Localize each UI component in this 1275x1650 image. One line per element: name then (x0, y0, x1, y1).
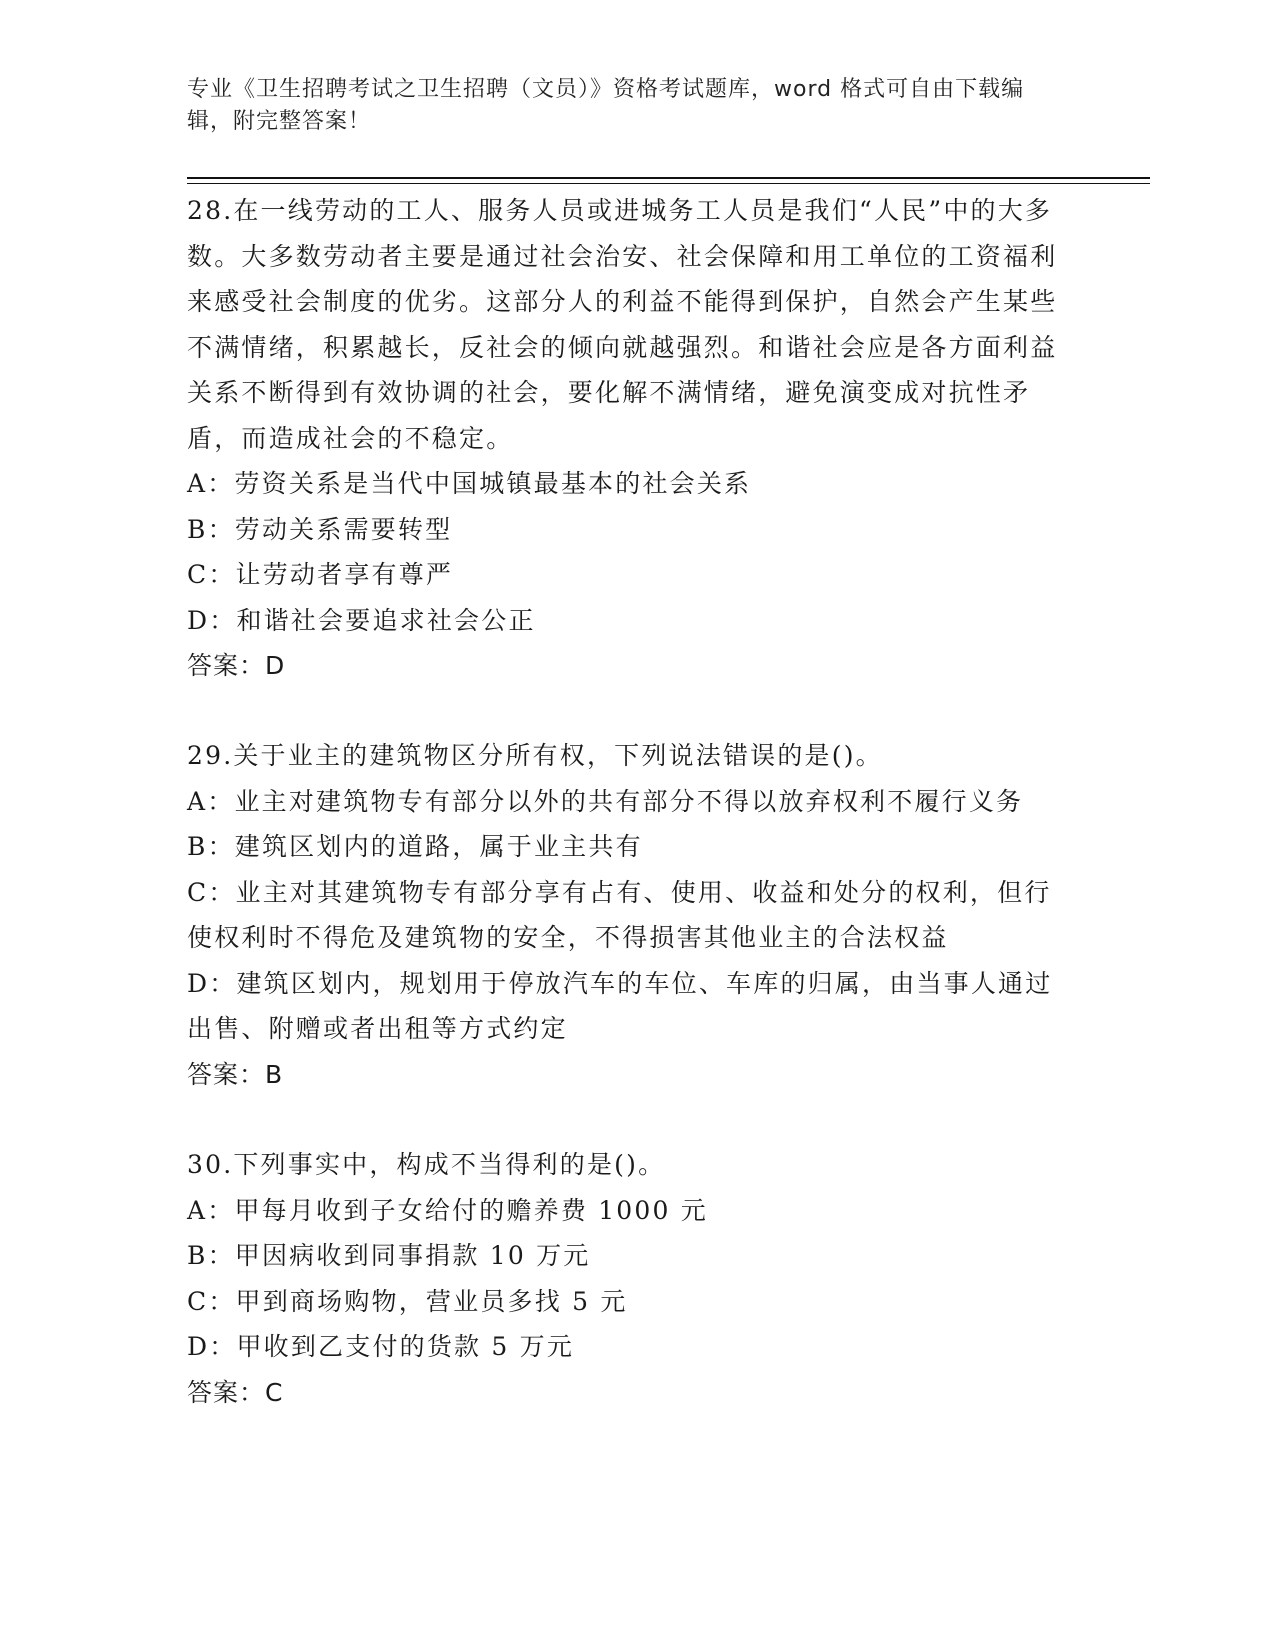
option-b: B：甲因病收到同事捐款 10 万元 (187, 1241, 591, 1270)
option-d: D：建筑区划内，规划用于停放汽车的车位、车库的归属，由当事人通过出售、附赠或者出租等方式约定 (187, 968, 1053, 1043)
option-d: D：甲收到乙支付的货款 5 万元 (187, 1332, 575, 1361)
option-d: D：和谐社会要追求社会公正 (187, 605, 536, 635)
option-b: B：建筑区划内的道路，属于业主共有 (187, 832, 643, 861)
question-30 (187, 1142, 1077, 1415)
answer-line: 答案：B (187, 1059, 284, 1089)
question-28 (187, 188, 1077, 689)
question-stem: 28.在一线劳动的工人、服务人员或进城务工人员是我们“人民”中的大多数。大多数劳动者主要是通过社会治安、社会保障和用工单位的工资福利来感受社会制度的优劣。这部分人的利益不能得到保护，自然会产生某些不满情绪，积累越长，反社会的倾向就越强烈。和谐社会应是各方面利益关系不断得到有效协调的社会，要化解不满情绪，避免演变成对抗性矛盾，而造成社会的不稳定。 (187, 196, 1058, 453)
option-c: C：甲到商场购物，营业员多找 5 元 (187, 1286, 628, 1316)
header-divider-thick (187, 177, 1150, 179)
question-29 (187, 733, 1077, 1097)
document-header: 专业《卫生招聘考试之卫生招聘（文员）》资格考试题库，word 格式可自由下载编辑，附完整答案！ (187, 77, 1025, 134)
question-stem: 30.下列事实中，构成不当得利的是()。 (187, 1150, 666, 1179)
option-a: A：业主对建筑物专有部分以外的共有部分不得以放弃权利不履行义务 (187, 786, 1024, 816)
header-divider-thin (187, 183, 1150, 184)
question-stem: 29.关于业主的建筑物区分所有权，下列说法错误的是()。 (187, 741, 883, 770)
option-b: B：劳动关系需要转型 (187, 514, 453, 544)
option-c: C：业主对其建筑物专有部分享有占有、使用、收益和处分的权利，但行使权利时不得危及建筑物的安全，不得损害其他业主的合法权益 (187, 877, 1052, 952)
option-a: A：劳资关系是当代中国城镇最基本的社会关系 (187, 469, 752, 498)
option-c: C：让劳动者享有尊严 (187, 560, 454, 589)
answer-line: 答案：C (187, 1377, 284, 1407)
answer-line: 答案：D (187, 651, 286, 680)
option-a: A：甲每月收到子女给付的赡养费 1000 元 (187, 1195, 708, 1225)
